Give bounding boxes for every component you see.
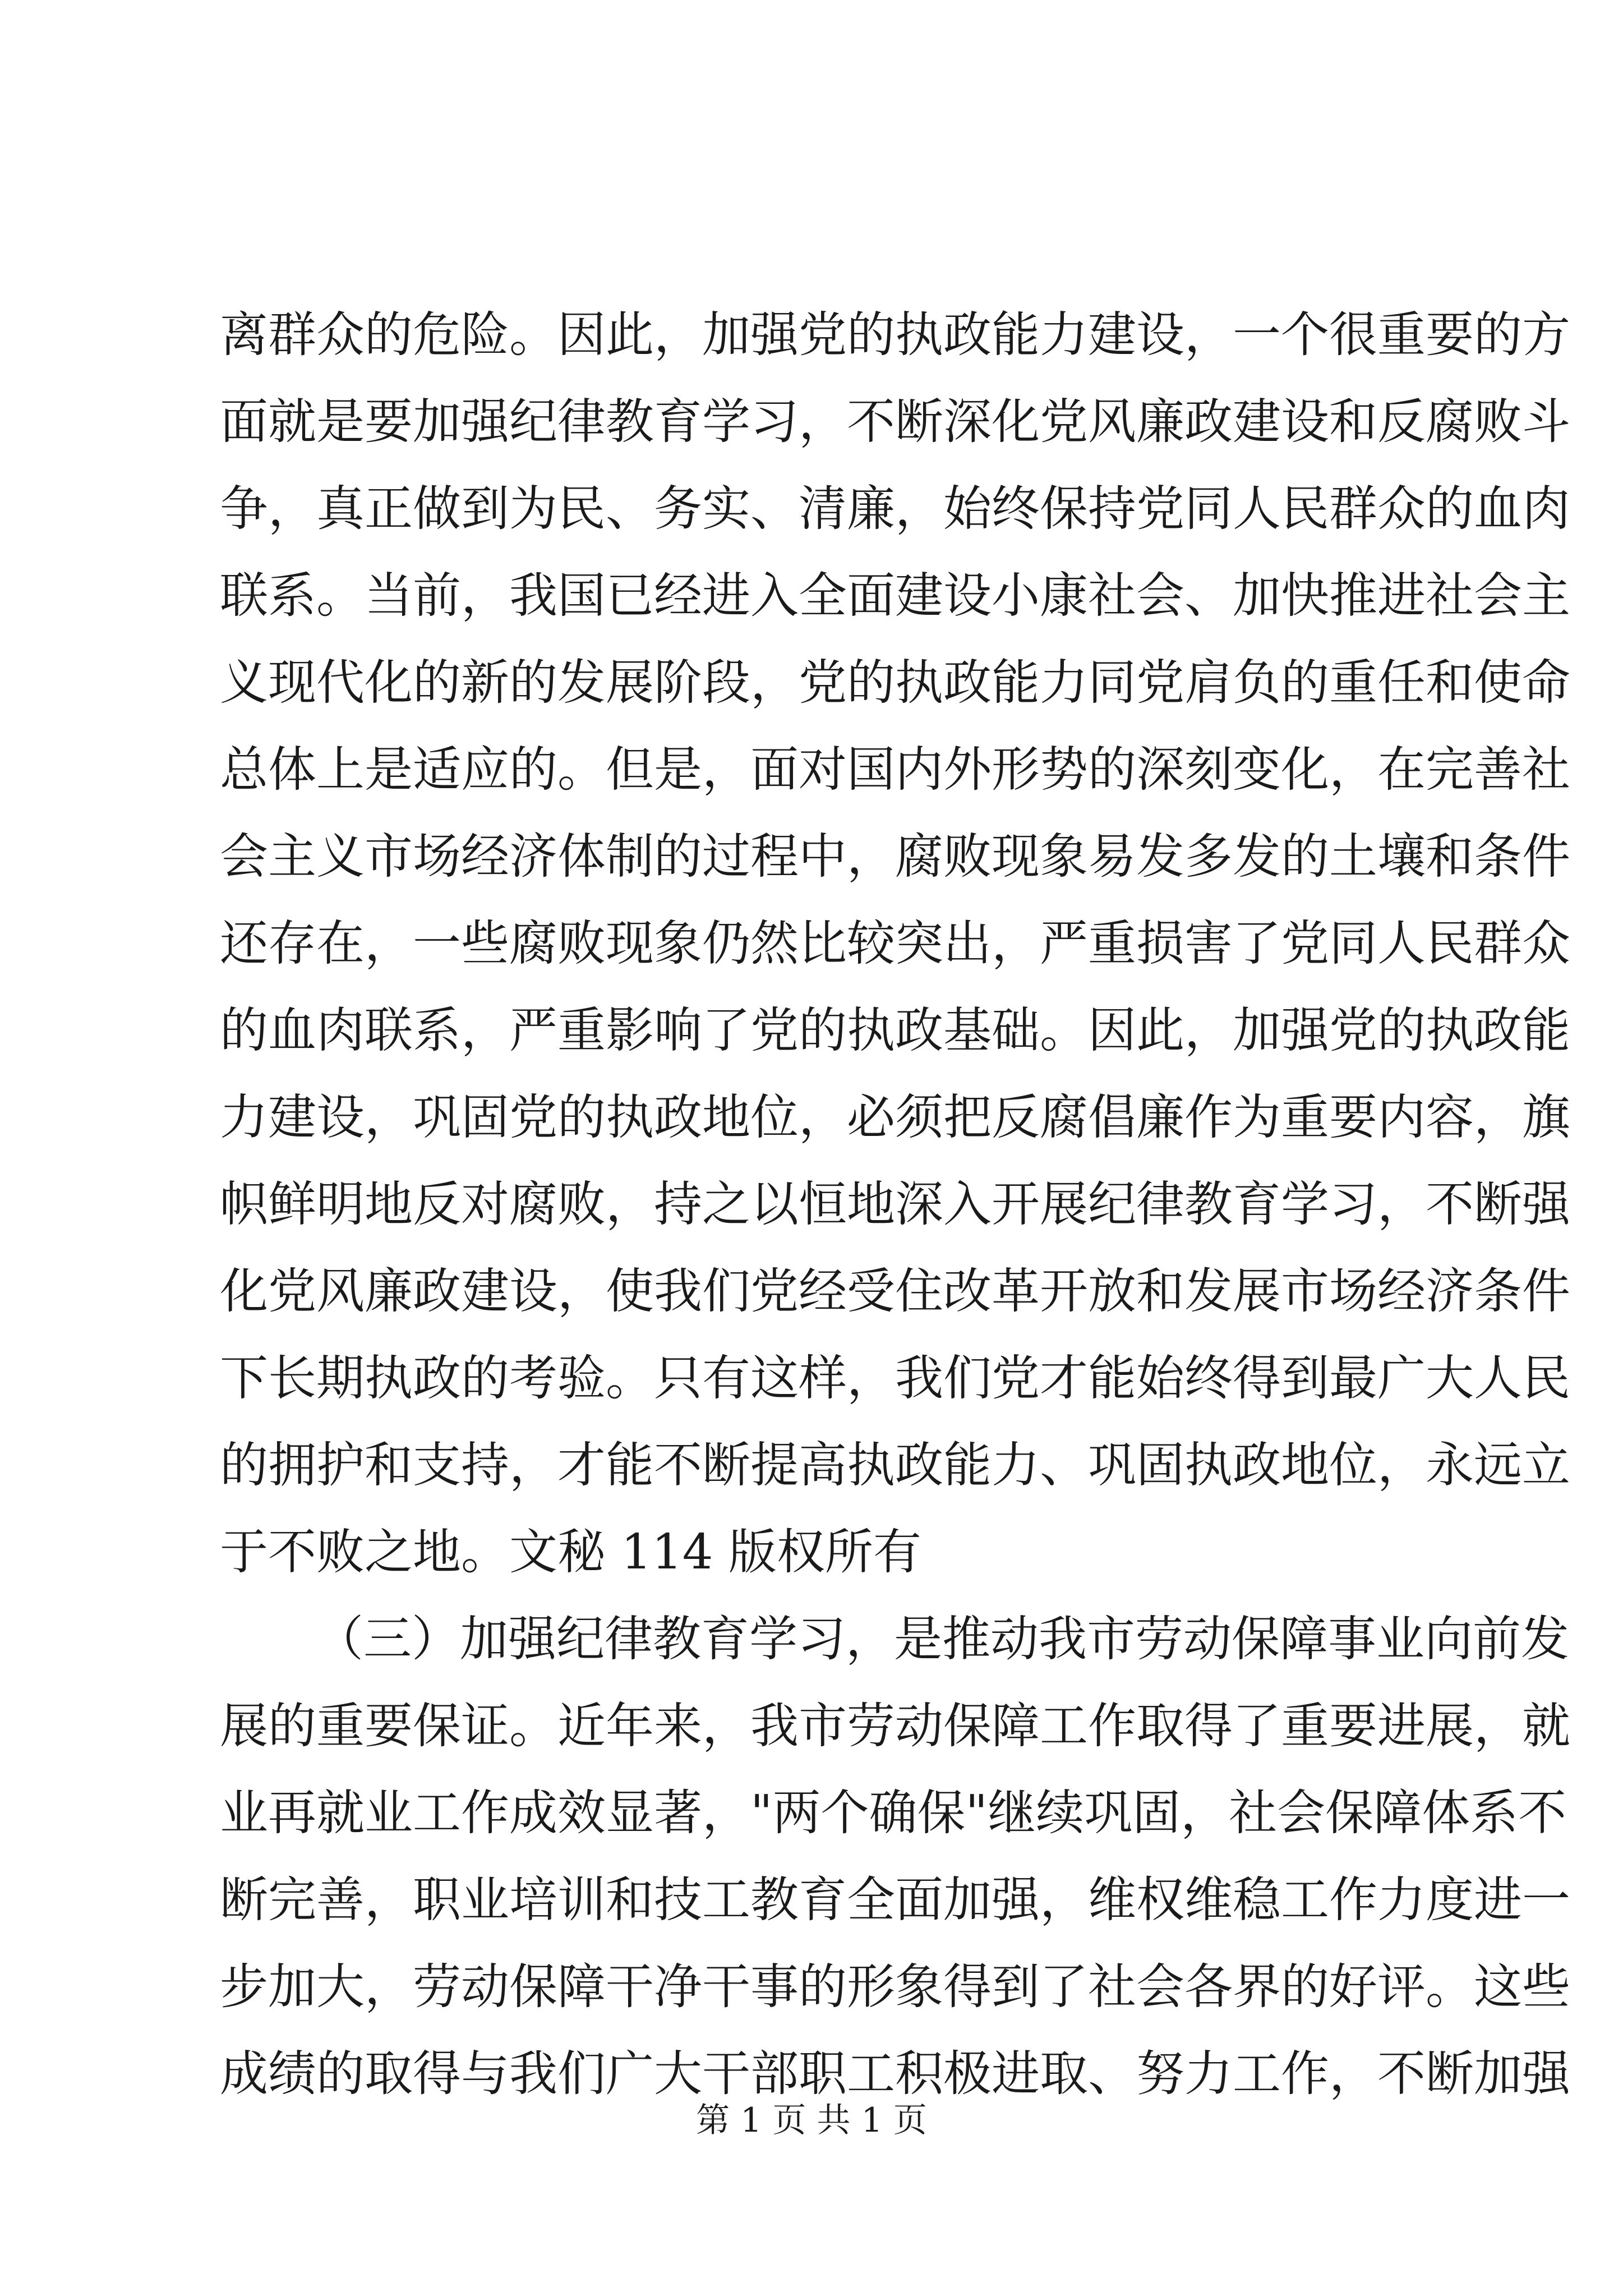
text-line: 还存在，一些腐败现象仍然比较突出，严重损害了党同人民群众 <box>220 915 1570 972</box>
body-text <box>220 292 1570 2118</box>
text-line: 面就是要加强纪律教育学习，不断深化党风廉政建设和反腐败斗 <box>220 394 1570 450</box>
text-line: 的血肉联系，严重影响了党的执政基础。因此，加强党的执政能 <box>220 1002 1570 1059</box>
text-line: 化党风廉政建设，使我们党经受住改革开放和发展市场经济条件 <box>220 1263 1570 1319</box>
text-line: 成绩的取得与我们广大干部职工积极进取、努力工作，不断加强 <box>220 2046 1570 2102</box>
page-number-label: 第 1 页 共 1 页 <box>696 2101 927 2140</box>
text-line: 会主义市场经济体制的过程中，腐败现象易发多发的土壤和条件 <box>220 829 1570 885</box>
text-line: 业再就业工作成效显著，"两个确保"继续巩固，社会保障体系不 <box>220 1785 1567 1841</box>
page-footer <box>0 2098 1623 2143</box>
paragraph-2 <box>220 1596 1570 2118</box>
text-line: 争，真正做到为民、务实、清廉，始终保持党同人民群众的血肉 <box>220 481 1570 537</box>
text-line: 的拥护和支持，才能不断提高执政能力、巩固执政地位，永远立 <box>220 1437 1570 1493</box>
text-line: 力建设，巩固党的执政地位，必须把反腐倡廉作为重要内容，旗 <box>220 1089 1570 1145</box>
text-line: 联系。当前，我国已经进入全面建设小康社会、加快推进社会主 <box>220 568 1570 624</box>
text-line: 步加大，劳动保障干净干事的形象得到了社会各界的好评。这些 <box>220 1959 1570 2015</box>
text-line: 下长期执政的考验。只有这样，我们党才能始终得到最广大人民 <box>220 1350 1570 1406</box>
text-line: 于不败之地。文秘 114 版权所有 <box>220 1524 921 1580</box>
text-line: 义现代化的新的发展阶段，党的执政能力同党肩负的重任和使命 <box>220 655 1570 711</box>
text-line: 总体上是适应的。但是，面对国内外形势的深刻变化，在完善社 <box>220 742 1570 798</box>
text-line: 帜鲜明地反对腐败，持之以恒地深入开展纪律教育学习，不断强 <box>220 1176 1570 1232</box>
text-line: 离群众的危险。因此，加强党的执政能力建设，一个很重要的方 <box>220 307 1570 363</box>
paragraph-1 <box>220 292 1570 1596</box>
text-line: 断完善，职业培训和技工教育全面加强，维权维稳工作力度进一 <box>220 1872 1570 1928</box>
text-line: （三）加强纪律教育学习，是推动我市劳动保障事业向前发 <box>315 1611 1569 1667</box>
text-line: 展的重要保证。近年来，我市劳动保障工作取得了重要进展，就 <box>220 1698 1570 1754</box>
